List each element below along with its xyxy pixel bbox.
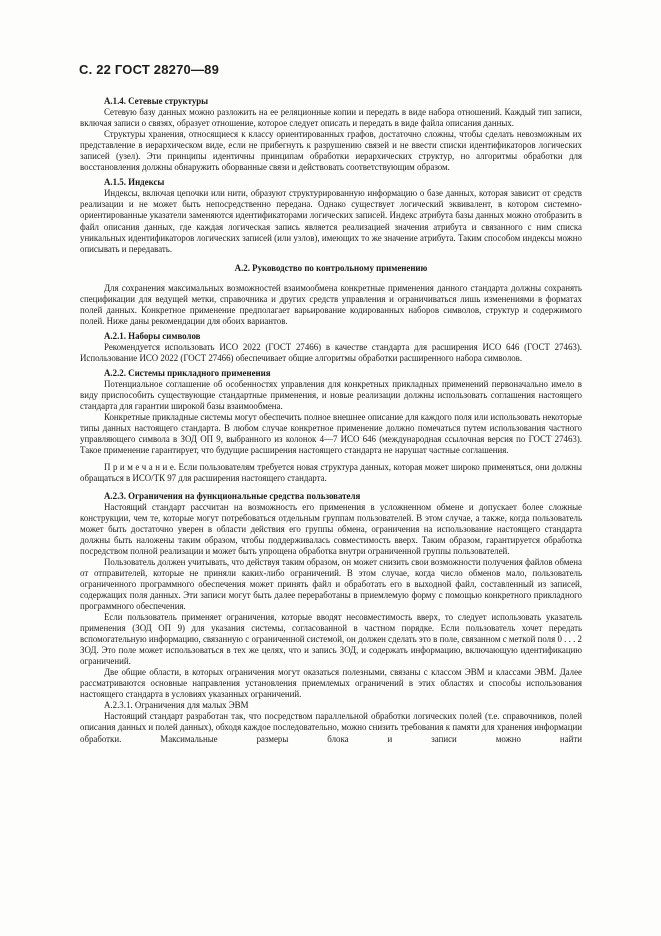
- section-heading-application-systems: А.2.2. Системы прикладного применения: [104, 368, 271, 379]
- section-heading-character-sets: А.2.1. Наборы символов: [104, 330, 201, 341]
- paragraph: Настоящий стандарт разработан так, что посредством параллельной обработки логических полей (т.е. справочников, полей описания данных и полей данных), обходя каждое последовательно, можно снизить требования к памяти для хранения информации обработки. Максимальные размеры блока и записи можно найти: [80, 711, 582, 744]
- paragraph: Конкретные прикладные системы могут обеспечить полное внешнее описание для каждого поля или использовать некоторые типы данных настоящего стандарта. В любом случае конкретное применение должно помечаться путем использования частного управляющего символа в ЗОД ОП 9, выбранного из колонок 4—7 ИСО 646 (международная ссылочная версия по ГОСТ 27463). Такое применение гарантирует, что будущие расширения настоящего стандарта не нарушат частные соглашения.: [80, 412, 582, 456]
- note: [80, 462, 582, 484]
- section-heading-network-structures: А.1.4. Сетевые структуры: [104, 96, 209, 106]
- paragraph: Сетевую базу данных можно разложить на ее реляционные копии и передать в виде набора отношений. Каждый тип записи, включая записи о связях, образует отношение, которое следует описать и передать в виде файла описания данных.: [80, 107, 582, 129]
- paragraph: Пользователь должен учитывать, что действуя таким образом, он может снизить свои возможности получения файлов обмена от отправителей, которые не приняли каких-либо ограничений. В этом случае, когда число обменов мало, пользователь ограниченного программного обеспечения может принять файл и обработать его в выходной файл, составленный из записей, содержащих поля данных. Эти записи могут быть далее переработаны в приемлемую форму с помощью конкретного прикладного программного обеспечения.: [80, 556, 582, 611]
- paragraph: Настоящий стандарт рассчитан на возможность его применения в усложненном обмене и допускает более сложные конструкции, чем те, которые могут потребоваться отдельным группам пользователей. В этом случае, а также, когда пользователь может быть достаточно уверен в области действия его группы обмена, ограничения на использование настоящего стандарта должны быть наложены таким образом, чтобы поддерживалась совместимость вверх. Таким образом, гарантируется обработка посредством полной реализации и может быть упрощена обработка внутри ограниченной группы пользователей.: [80, 501, 582, 556]
- note-label: П р и м е ч а н и е.: [104, 462, 176, 473]
- paragraph: Индексы, включая цепочки или нити, образуют структурированную информацию о базе данных, которая зависит от средств реализации и не может быть непосредственно передана. Однако существует логический эквивалент, в котором системно-ориентированные указатели заменяются идентификаторами логических записей. Индекс атрибута базы данных можно отобразить в файл описания данных, где каждая логическая запись является реализацией значения атрибута и связанного с ним списка уникальных идентификаторов логических записей (или узлов), имеющих то же значение атрибута. Таким способом индексы можно описывать и передавать.: [80, 188, 582, 254]
- section-heading-user-restrictions: А.2.3. Ограничения на функциональные средства пользователя: [104, 490, 361, 501]
- subsection-heading-small-computers: А.2.3.1. Ограничения для малых ЭВМ: [104, 700, 249, 711]
- paragraph: Две общие области, в которых ограничения могут оказаться полезными, связаны с классом ЭВМ и классами ЭВМ. Далее рассматриваются основные направления установления приемлемых ограничений в этих областях и способы использования настоящего стандарта в условиях указанных ограничений.: [80, 667, 582, 700]
- paragraph: Для сохранения максимальных возможностей взаимообмена конкретные применения данного стандарта должны сохранять спецификации для ведущей метки, справочника и других средств управления и ограничиваться лишь изменениями в форматах полей данных. Конкретное применение предполагает варьирование кодированных наборов символов, структур и содержимого полей. Ниже даны рекомендации для обоих вариантов.: [80, 282, 582, 326]
- paragraph: Потенциальное соглашение об особенностях управления для конкретных прикладных применений первоначально имело в виду приспособить существующие стандартные применения, и новые реализации должны использовать соглашения настоящего стандарта для гарантии широкой базы взаимообмена.: [80, 379, 582, 412]
- paragraph: Рекомендуется использовать ИСО 2022 (ГОСТ 27466) в качестве стандарта для расширения ИСО 646 (ГОСТ 27463). Использование ИСО 2022 (ГОСТ 27466) обеспечивает общие алгоритмы обработки расширенного набора символов.: [80, 341, 582, 363]
- section-heading-indexes: А.1.5. Индексы: [104, 177, 165, 188]
- document-body: [80, 96, 582, 745]
- page-header: С. 22 ГОСТ 28270—89: [79, 62, 220, 77]
- note-text: Если пользователям требуется новая структура данных, которая может широко применяться, они должны обращаться в ИСО/ТК 97 для расширения настоящего стандарта.: [80, 462, 582, 484]
- section-title-reference-application: А.2. Руководство по контрольному применению: [234, 262, 428, 273]
- paragraph: Если пользователь применяет ограничения, которые вводят несовместимость вверх, то следует использовать указатель применения (ЗОД ОП 9) для указания системы, согласованной в частном порядке. Если пользователь хочет передать вспомогательную информацию, связанную с ограниченной системой, он должен сделать это в поле, связанном с меткой поля 0 . . . 2 ЗОД. Это поле может использоваться в тех же целях, что и запись ЗОД, и содержать информацию, включающую идентификацию ограничений.: [80, 612, 582, 667]
- paragraph: Структуры хранения, относящиеся к классу ориентированных графов, достаточно сложны, чтобы сделать невозможным их представление в иерархическом виде, если не прибегнуть к разрушению связей и не ввести списки идентификаторов логических записей (узел). Эти принципы идентичны принципам обработки иерархических структур, но алгоритмы обработки для восстановления должны обнаружить оборванные связи и действовать соответствующим образом.: [80, 129, 582, 173]
